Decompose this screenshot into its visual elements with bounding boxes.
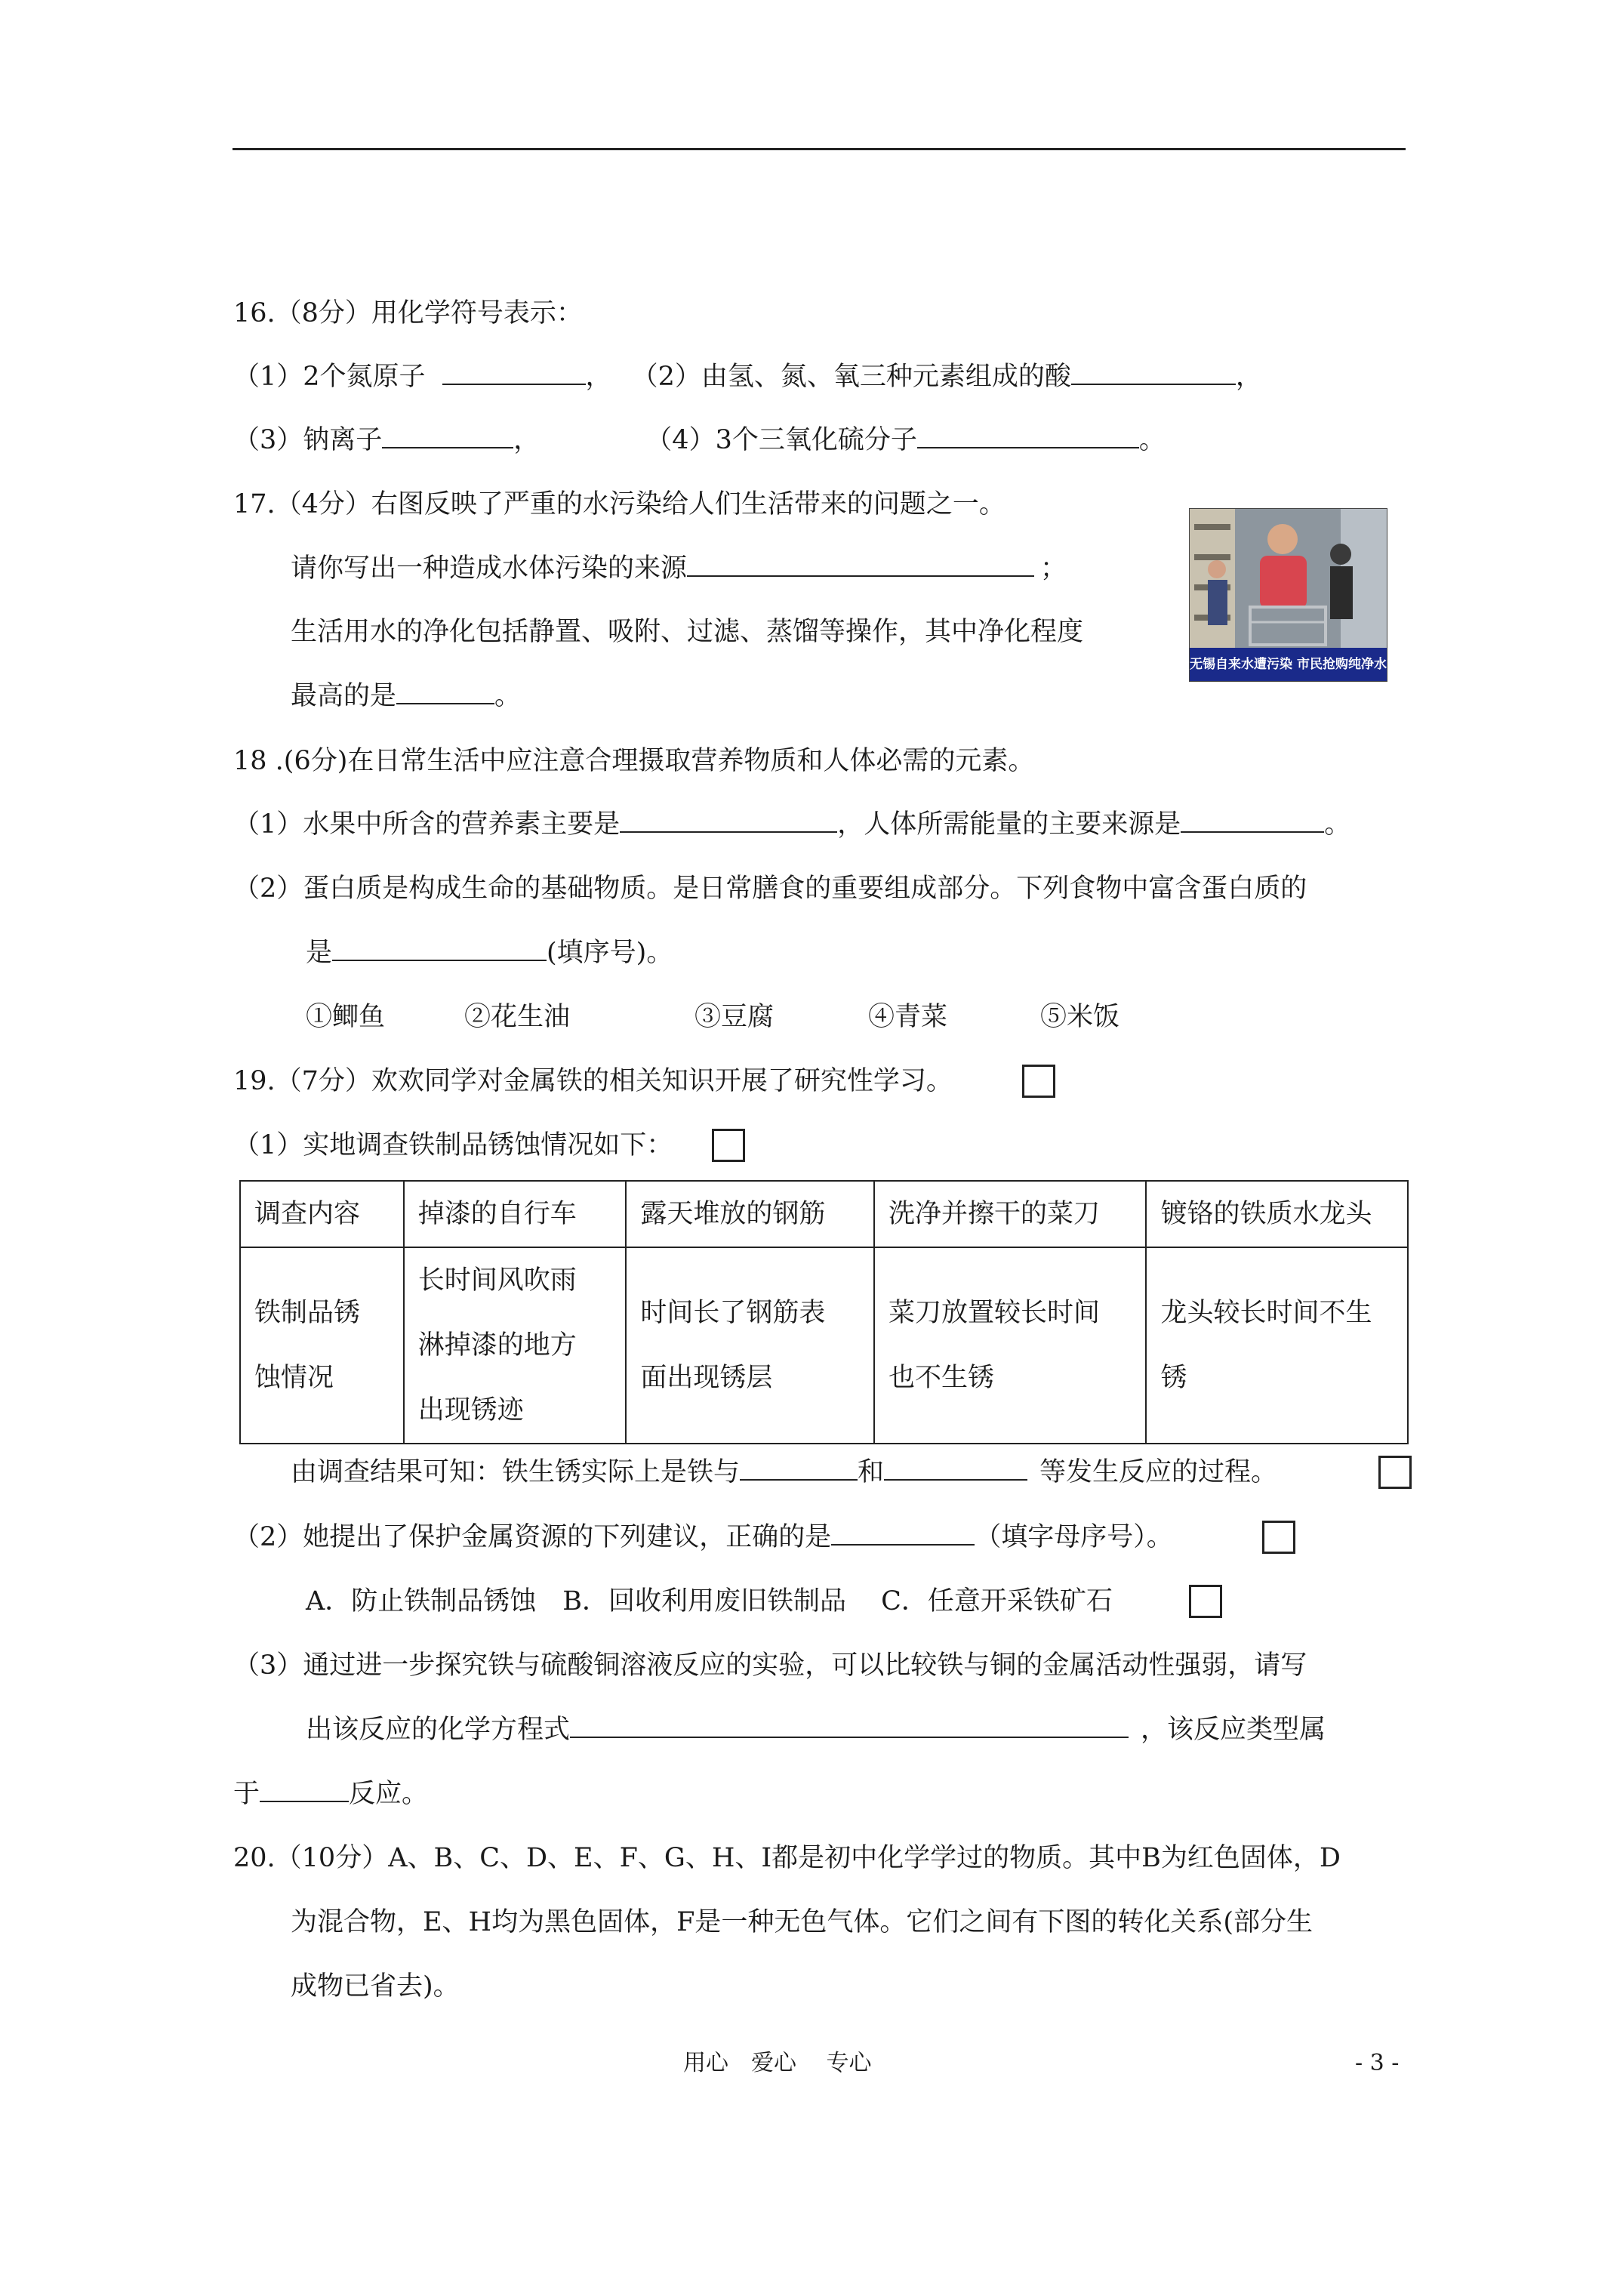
q17-line1-text: 请你写出一种造成水体污染的来源 xyxy=(291,553,688,584)
table-row xyxy=(240,1247,1408,1444)
q19-conclusion-end: 等发生反应的过程。 xyxy=(1039,1457,1278,1487)
cell-line: 淋掉漆的地方 xyxy=(417,1330,577,1361)
q16-line1 xyxy=(233,360,1262,393)
table-cell xyxy=(1146,1247,1408,1444)
q16-part1-label: （1）2个氮原子 xyxy=(233,362,426,392)
cell-line: 也不生锈 xyxy=(888,1363,994,1393)
q16-blank2[interactable] xyxy=(1071,361,1236,385)
cell-line: 面出现锈层 xyxy=(640,1363,773,1393)
q18-p2-line2 xyxy=(306,936,673,969)
header-rule xyxy=(233,148,1406,150)
q19-p3-end: ，该反应类型属 xyxy=(1141,1715,1326,1745)
q17-semicolon: ； xyxy=(1040,553,1067,584)
footer-slogan: 用心 爱心 专心 xyxy=(683,2050,872,2076)
q18-blank1[interactable] xyxy=(620,809,837,833)
q19-p3-line3-start: 于 xyxy=(233,1779,260,1809)
q18-option-5: ⑤米饭 xyxy=(1040,1002,1120,1032)
q19-conclusion-and: 和 xyxy=(858,1457,885,1487)
cell-line: 长时间风吹雨 xyxy=(417,1265,577,1296)
checkbox-q19-p1[interactable] xyxy=(712,1129,745,1162)
cell-line: 菜刀放置较长时间 xyxy=(888,1298,1100,1328)
q17-line2: 生活用水的净化包括静置、吸附、过滤、蒸馏等操作，其中净化程度 xyxy=(291,617,1084,647)
table-header-cell: 调查内容 xyxy=(240,1181,404,1247)
q16-comma2: ， xyxy=(1235,362,1262,392)
q18-option-2: ②花生油 xyxy=(464,1002,571,1032)
q19-p3-line3-end: 反应。 xyxy=(349,1779,429,1809)
q19-blank-reaction-type[interactable] xyxy=(260,1778,349,1802)
cell-line: 龙头较长时间不生 xyxy=(1160,1298,1372,1328)
q17-period: 。 xyxy=(494,681,522,711)
q18-option-1: ①鲫鱼 xyxy=(306,1002,386,1032)
q19-conclusion xyxy=(291,1456,1277,1489)
q16-part2-label: （2）由氢、氮、氧三种元素组成的酸 xyxy=(631,362,1071,392)
row-label-line: 铁制品锈 xyxy=(254,1298,361,1328)
cell-line: 时间长了钢筋表 xyxy=(640,1298,826,1328)
q18-p2-start: 是 xyxy=(306,938,333,968)
q18-p1-mid: ，人体所需能量的主要来源是 xyxy=(837,809,1181,840)
q16-period: 。 xyxy=(1138,425,1166,455)
q18-p2-line1: （2）蛋白质是构成生命的基础物质。是日常膳食的重要组成部分。下列食物中富含蛋白质的 xyxy=(233,874,1307,904)
q16-blank4[interactable] xyxy=(917,424,1139,448)
table-header-row xyxy=(240,1181,1408,1247)
q16-line2 xyxy=(233,424,1166,457)
cell-line: 出现锈迹 xyxy=(417,1395,524,1425)
q20-line1: 20.（10分）A、B、C、D、E、F、G、H、I都是初中化学学过的物质。其中B为红色固体，D xyxy=(233,1843,1341,1873)
cell-line: 锈 xyxy=(1160,1363,1187,1393)
q17-line3-text: 最高的是 xyxy=(291,681,397,711)
q20-line3: 成物已省去)。 xyxy=(291,1971,460,2002)
q18-line1 xyxy=(233,808,1350,841)
q19-blank-conclusion1[interactable] xyxy=(740,1456,858,1481)
q18-p2-end: (填序号)。 xyxy=(547,938,673,968)
q19-blank-conclusion2[interactable] xyxy=(884,1456,1027,1481)
table-header-cell: 露天堆放的钢筋 xyxy=(626,1181,874,1247)
q19-blank-equation[interactable] xyxy=(570,1714,1129,1738)
q19-conclusion-text: 由调查结果可知：铁生锈实际上是铁与 xyxy=(291,1457,741,1487)
q16-blank1[interactable] xyxy=(442,361,586,385)
q18-blank3[interactable] xyxy=(332,937,547,961)
q19-title: 19.（7分）欢欢同学对金属铁的相关知识开展了研究性学习。 xyxy=(233,1066,953,1096)
q18-title: 18 .(6分)在日常生活中应注意合理摄取营养物质和人体必需的元素。 xyxy=(233,746,1035,776)
q18-blank2[interactable] xyxy=(1181,809,1324,833)
q19-p3-line2 xyxy=(306,1713,1326,1746)
q17-line1 xyxy=(291,552,1067,585)
water-pollution-photo xyxy=(1189,508,1387,682)
photo-caption: 无锡自来水遭污染 市民抢购纯净水 xyxy=(1190,648,1387,681)
q17-title: 17.（4分）右图反映了严重的水污染给人们生活带来的问题之一。 xyxy=(233,489,1006,519)
q18-p1-end: 。 xyxy=(1324,809,1351,840)
q19-p3-text: 出该反应的化学方程式 xyxy=(306,1715,571,1745)
q16-comma1: ， xyxy=(585,362,612,392)
q16-part4-label: （4）3个三氧化硫分子 xyxy=(645,425,917,455)
q17-line3 xyxy=(291,680,521,713)
q20-line2: 为混合物，E、H均为黑色固体，F是一种无色气体。它们之间有下图的转化关系(部分生 xyxy=(291,1907,1313,1937)
table-cell xyxy=(874,1247,1147,1444)
q16-part3-label: （3）钠离子 xyxy=(233,425,383,455)
checkbox-q19-options[interactable] xyxy=(1189,1585,1222,1618)
q19-p2 xyxy=(233,1521,1173,1554)
q17-blank1[interactable] xyxy=(687,553,1034,577)
q16-comma3: ， xyxy=(513,425,540,455)
rust-survey-table xyxy=(239,1180,1409,1444)
q19-p3-line1: （3）通过进一步探究铁与硫酸铜溶液反应的实验，可以比较铁与铜的金属活动性强弱，请写 xyxy=(233,1650,1307,1681)
table-row-label xyxy=(240,1247,404,1444)
q19-p2-text: （2）她提出了保护金属资源的下列建议，正确的是 xyxy=(233,1522,832,1552)
table-cell xyxy=(626,1247,874,1444)
table-header-cell: 镀铬的铁质水龙头 xyxy=(1146,1181,1408,1247)
page-number: - 3 - xyxy=(1355,2050,1400,2076)
q17-blank2[interactable] xyxy=(396,680,494,704)
q18-option-4: ④青菜 xyxy=(868,1002,948,1032)
q19-blank-p2[interactable] xyxy=(831,1521,975,1546)
checkbox-q19-title[interactable] xyxy=(1022,1065,1055,1098)
row-label-line: 蚀情况 xyxy=(254,1363,334,1393)
table-header-cell: 掉漆的自行车 xyxy=(404,1181,627,1247)
q18-option-3: ③豆腐 xyxy=(694,1002,775,1032)
table-cell xyxy=(404,1247,627,1444)
q16-title: 16.（8分）用化学符号表示： xyxy=(233,298,583,328)
q19-p3-line3 xyxy=(233,1777,428,1811)
q19-p2-end: （填字母序号）。 xyxy=(975,1522,1173,1552)
q16-blank3[interactable] xyxy=(382,424,513,448)
checkbox-q19-conclusion[interactable] xyxy=(1378,1456,1412,1489)
table-header-cell: 洗净并擦干的菜刀 xyxy=(874,1181,1147,1247)
checkbox-q19-p2[interactable] xyxy=(1262,1521,1295,1554)
q19-p1: （1）实地调查铁制品锈蚀情况如下： xyxy=(233,1130,673,1160)
q19-p2-options: A．防止铁制品锈蚀 B．回收利用废旧铁制品 C．任意开采铁矿石 xyxy=(306,1586,1113,1616)
q18-p1-text: （1）水果中所含的营养素主要是 xyxy=(233,809,621,840)
